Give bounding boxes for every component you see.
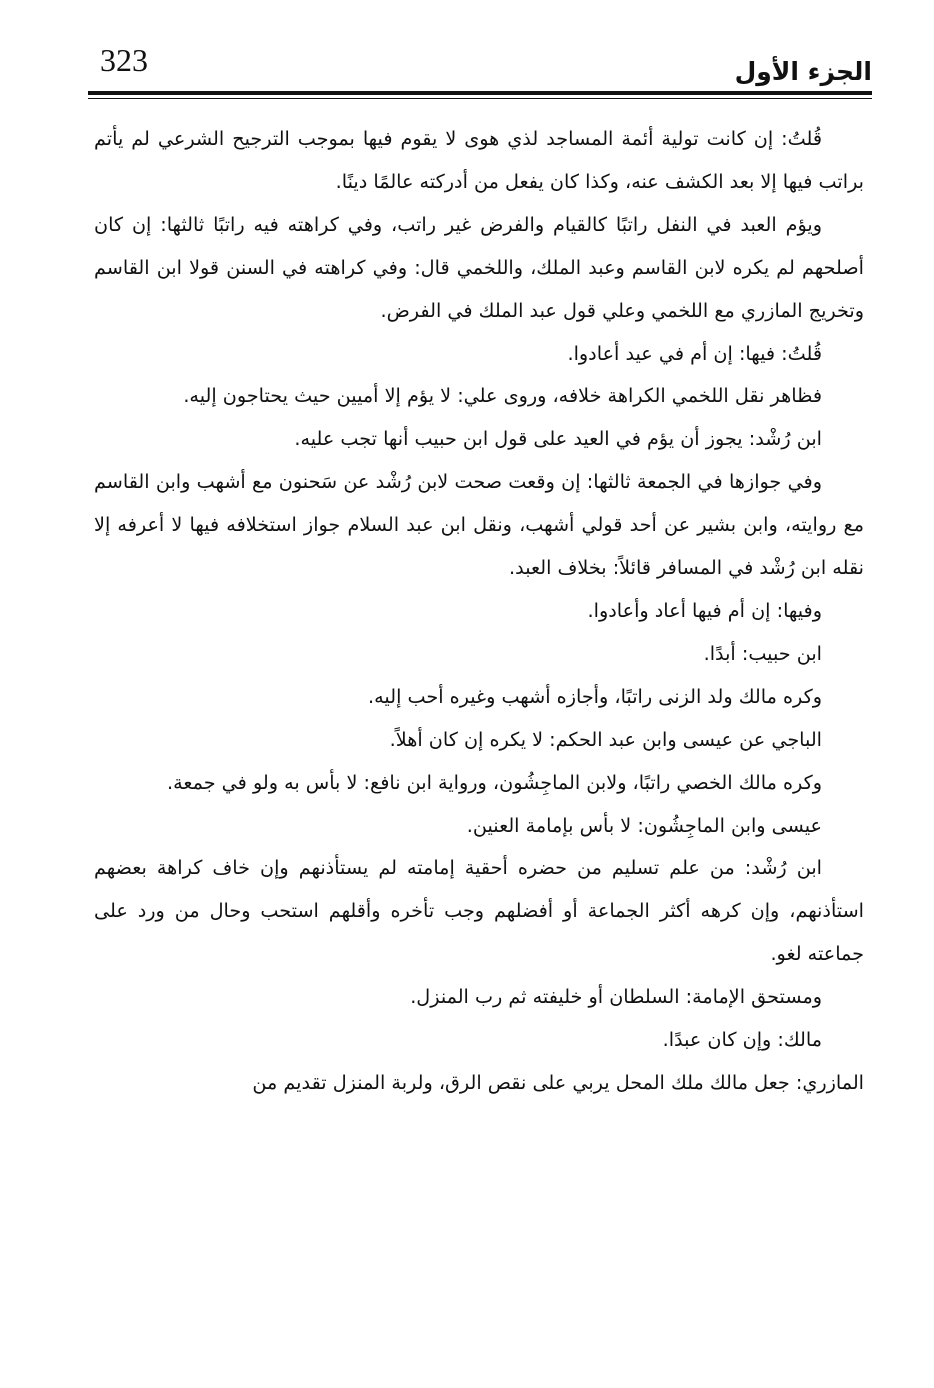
paragraph: وفي جوازها في الجمعة ثالثها: إن وقعت صحت لابن رُشْد عن سَحنون مع أشهب وابن القاسم مع روايته، وابن بشير عن أحد قولي أشهب، ونقل ابن عبد السلام جواز استخلافه فيها لا أعرفه إلا نقله ابن رُشْد في المسافر قائلاً: بخلاف العبد. (94, 470, 864, 580)
header-rule-thick (88, 91, 872, 95)
paragraph: ويؤم العبد في النفل راتبًا كالقيام والفرض غير راتب، وفي كراهته فيه راتبًا ثالثها: إن كان أصلحهم لم يكره لابن القاسم وعبد الملك، واللخمي قال: وفي كراهته في السنن قولا ابن القاسم وتخريج المازري مع اللخمي وعلي قول عبد الملك في الفرض. (94, 212, 864, 322)
paragraph: المازري: جعل مالك ملك المحل يربي على نقص الرق، ولربة المنزل تقديم من (252, 1070, 864, 1094)
header-rule-thin (88, 98, 872, 99)
page-number: 323 (100, 42, 148, 78)
paragraph: وفيها: إن أم فيها أعاد وأعادوا. (587, 598, 822, 622)
paragraph: ابن حبيب: أبدًا. (703, 641, 822, 665)
paragraph: ومستحق الإمامة: السلطان أو خليفته ثم رب المنزل. (410, 985, 822, 1009)
running-head: الجزء الأول (734, 57, 872, 86)
paragraph: قُلتُ: فيها: إن أم في عيد أعادوا. (567, 341, 822, 365)
paragraph: وكره مالك ولد الزنى راتبًا، وأجازه أشهب وغيره أحب إليه. (368, 684, 822, 708)
paragraph: ابن رُشْد: من علم تسليم من حضره أحقية إمامته لم يستأذنهم وإن خاف كراهة بعضهم استأذنهم، وإن كرهه أكثر الجماعة أو أفضلهم وجب تأخره وأقلهم استحب وحال من ورد على جماعته لغو. (94, 856, 864, 966)
paragraph: الباجي عن عيسى وابن عبد الحكم: لا يكره إن كان أهلاً. (389, 727, 822, 751)
paragraph: ابن رُشْد: يجوز أن يؤم في العيد على قول ابن حبيب أنها تجب عليه. (294, 427, 822, 451)
page-header (88, 40, 872, 92)
body-text (94, 118, 864, 1105)
paragraph: مالك: وإن كان عبدًا. (662, 1028, 822, 1052)
paragraph: فظاهر نقل اللخمي الكراهة خلافه، وروى علي: لا يؤم إلا أميين حيث يحتاجون إليه. (183, 384, 822, 408)
paragraph: قُلتُ: إن كانت تولية أئمة المساجد لذي هوى لا يقوم فيها بموجب الترجيح الشرعي لم يأتم براتب فيها إلا بعد الكشف عنه، وكذا كان يفعل من أدركته عالمًا دينًا. (94, 127, 864, 193)
paragraph: وكره مالك الخصي راتبًا، ولابن الماجِشُون، ورواية ابن نافع: لا بأس به ولو في جمعة. (166, 770, 822, 794)
paragraph: عيسى وابن الماجِشُون: لا بأس بإمامة العنين. (466, 813, 822, 837)
